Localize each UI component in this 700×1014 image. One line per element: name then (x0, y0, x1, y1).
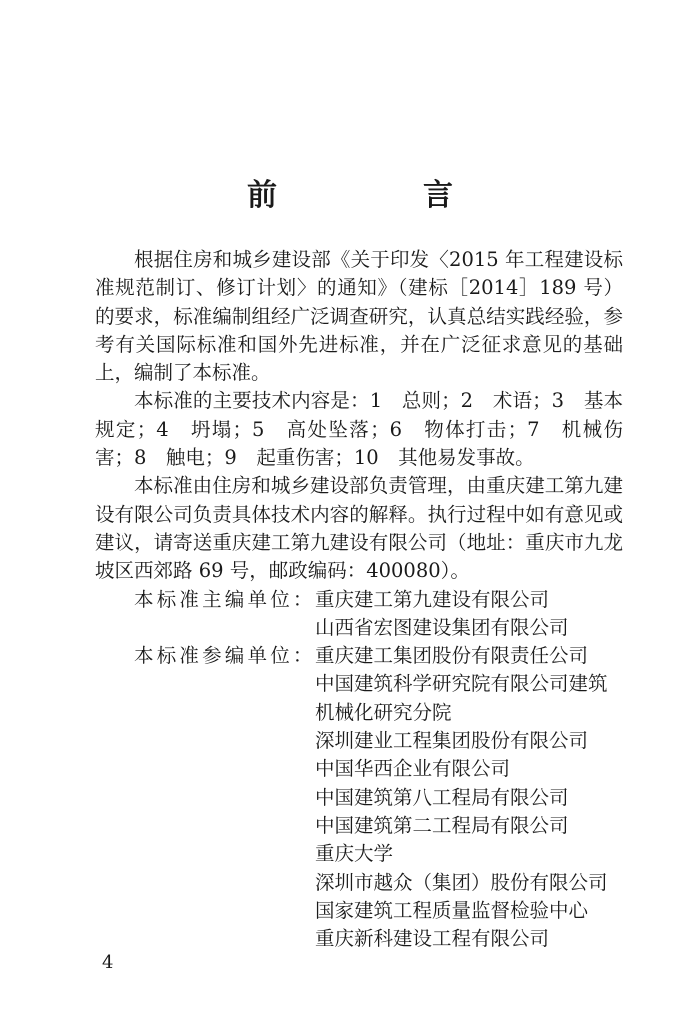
unit-item: 山西省宏图建设集团有限公司 (315, 615, 569, 639)
paragraph-basis: 根据住房和城乡建设部《关于印发〈2015 年工程建设标准规范制订、修订计划〉的通知》（建标［2014］189 号）的要求，标准编制组经广泛调查研究，认真总结实践经验，参考有关国际标准和国外先进标准，并在广泛征求意见的基础上，编制了本标准。 (95, 248, 623, 385)
unit-item: 中国华西企业有限公司 (315, 757, 511, 781)
paragraph-technical-content: 本标准的主要技术内容是：1 总则；2 术语；3 基本规定；4 坍塌；5 高处坠落；6 物体打击；7 机械伤害；8 触电；9 起重伤害；10 其他易发事故。 (95, 389, 623, 470)
unit-item: 重庆建工第九建设有限公司 (315, 587, 550, 611)
chief-units-block (95, 586, 623, 643)
unit-item: 中国建筑科学研究院有限公司建筑机械化研究分院 (315, 672, 608, 724)
page-title: 前 言 (247, 178, 511, 213)
unit-item: 重庆大学 (315, 842, 394, 866)
unit-item: 深圳市越众（集团）股份有限公司 (315, 870, 608, 894)
foreword-body (95, 246, 623, 953)
unit-item: 重庆建工集团股份有限责任公司 (315, 644, 589, 668)
paragraph-management: 本标准由住房和城乡建设部负责管理，由重庆建工第九建设有限公司负责具体技术内容的解释。执行过程中如有意见或建议，请寄送重庆建工第九建设有限公司（地址：重庆市九龙坡区西郊路 69 号，邮政编码：400080）。 (95, 474, 623, 583)
chief-units-list (315, 586, 623, 643)
participating-units-label: 本标准参编单位： (134, 644, 316, 668)
participating-units-block (95, 642, 623, 953)
participating-units-list (315, 642, 623, 953)
unit-item: 国家建筑工程质量监督检验中心 (315, 898, 589, 922)
chief-units-label: 本标准主编单位： (134, 587, 316, 611)
unit-item: 深圳建业工程集团股份有限公司 (315, 729, 589, 753)
unit-item: 中国建筑第八工程局有限公司 (315, 785, 569, 809)
unit-item: 重庆新科建设工程有限公司 (315, 927, 550, 951)
unit-item: 中国建筑第二工程局有限公司 (315, 813, 569, 837)
page-number: 4 (102, 952, 114, 973)
